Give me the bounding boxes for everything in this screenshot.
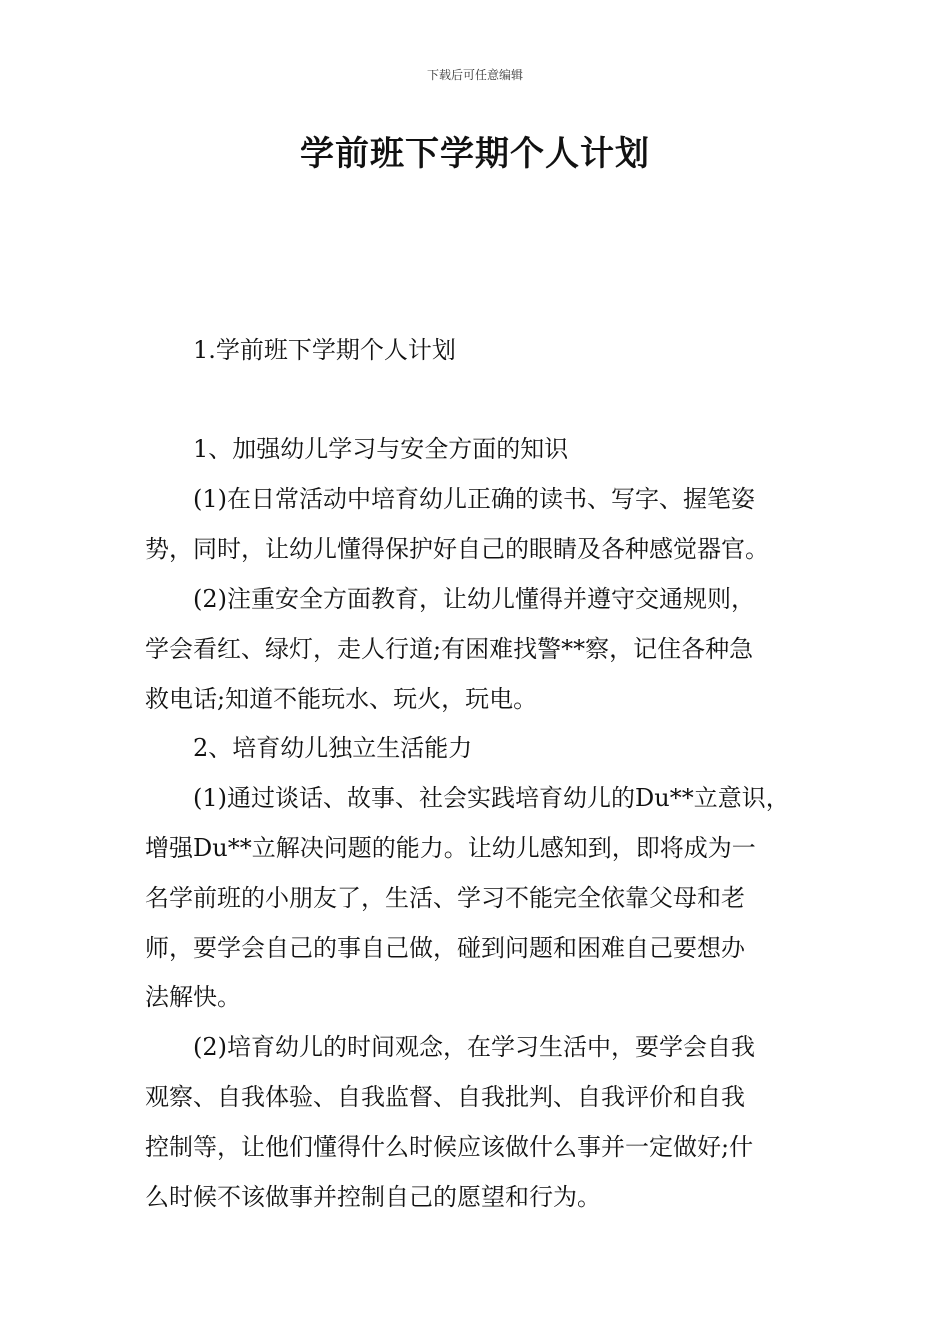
section-heading: 1.学前班下学期个人计划 — [193, 336, 456, 364]
header-note: 下载后可任意编辑 — [426, 68, 523, 82]
paragraph-line: 名学前班的小朋友了，生活、学习不能完全依靠父母和老 — [145, 884, 745, 912]
paragraph-line: 势，同时，让幼儿懂得保护好自己的眼睛及各种感觉器官。 — [145, 535, 769, 563]
paragraph-line: 么时候不该做事并控制自己的愿望和行为。 — [145, 1183, 601, 1211]
subsection-heading: 1、加强幼儿学习与安全方面的知识 — [193, 435, 569, 463]
paragraph-line: 控制等，让他们懂得什么时候应该做什么事并一定做好;什 — [145, 1133, 754, 1161]
paragraph-line: 救电话;知道不能玩水、玩火，玩电。 — [145, 685, 538, 713]
paragraph-line: (2)注重安全方面教育，让幼儿懂得并遵守交通规则， — [193, 585, 755, 613]
paragraph-line: 观察、自我体验、自我监督、自我批判、自我评价和自我 — [145, 1083, 745, 1111]
paragraph-line: 师，要学会自己的事自己做，碰到问题和困难自己要想办 — [145, 934, 745, 962]
paragraph-line: 增强Du**立解决问题的能力。让幼儿感知到，即将成为一 — [145, 834, 756, 862]
paragraph-line: (2)培育幼儿的时间观念，在学习生活中，要学会自我 — [193, 1033, 755, 1061]
subsection-heading: 2、培育幼儿独立生活能力 — [193, 734, 473, 762]
paragraph-line: 学会看红、绿灯，走人行道;有困难找警**察，记住各种急 — [145, 635, 754, 663]
page-title: 学前班下学期个人计划 — [300, 134, 650, 174]
paragraph-line: (1)通过谈话、故事、社会实践培育幼儿的Du**立意识， — [193, 784, 790, 812]
paragraph-line: (1)在日常活动中培育幼儿正确的读书、写字、握笔姿 — [193, 485, 755, 513]
paragraph-line: 法解快。 — [145, 983, 241, 1011]
